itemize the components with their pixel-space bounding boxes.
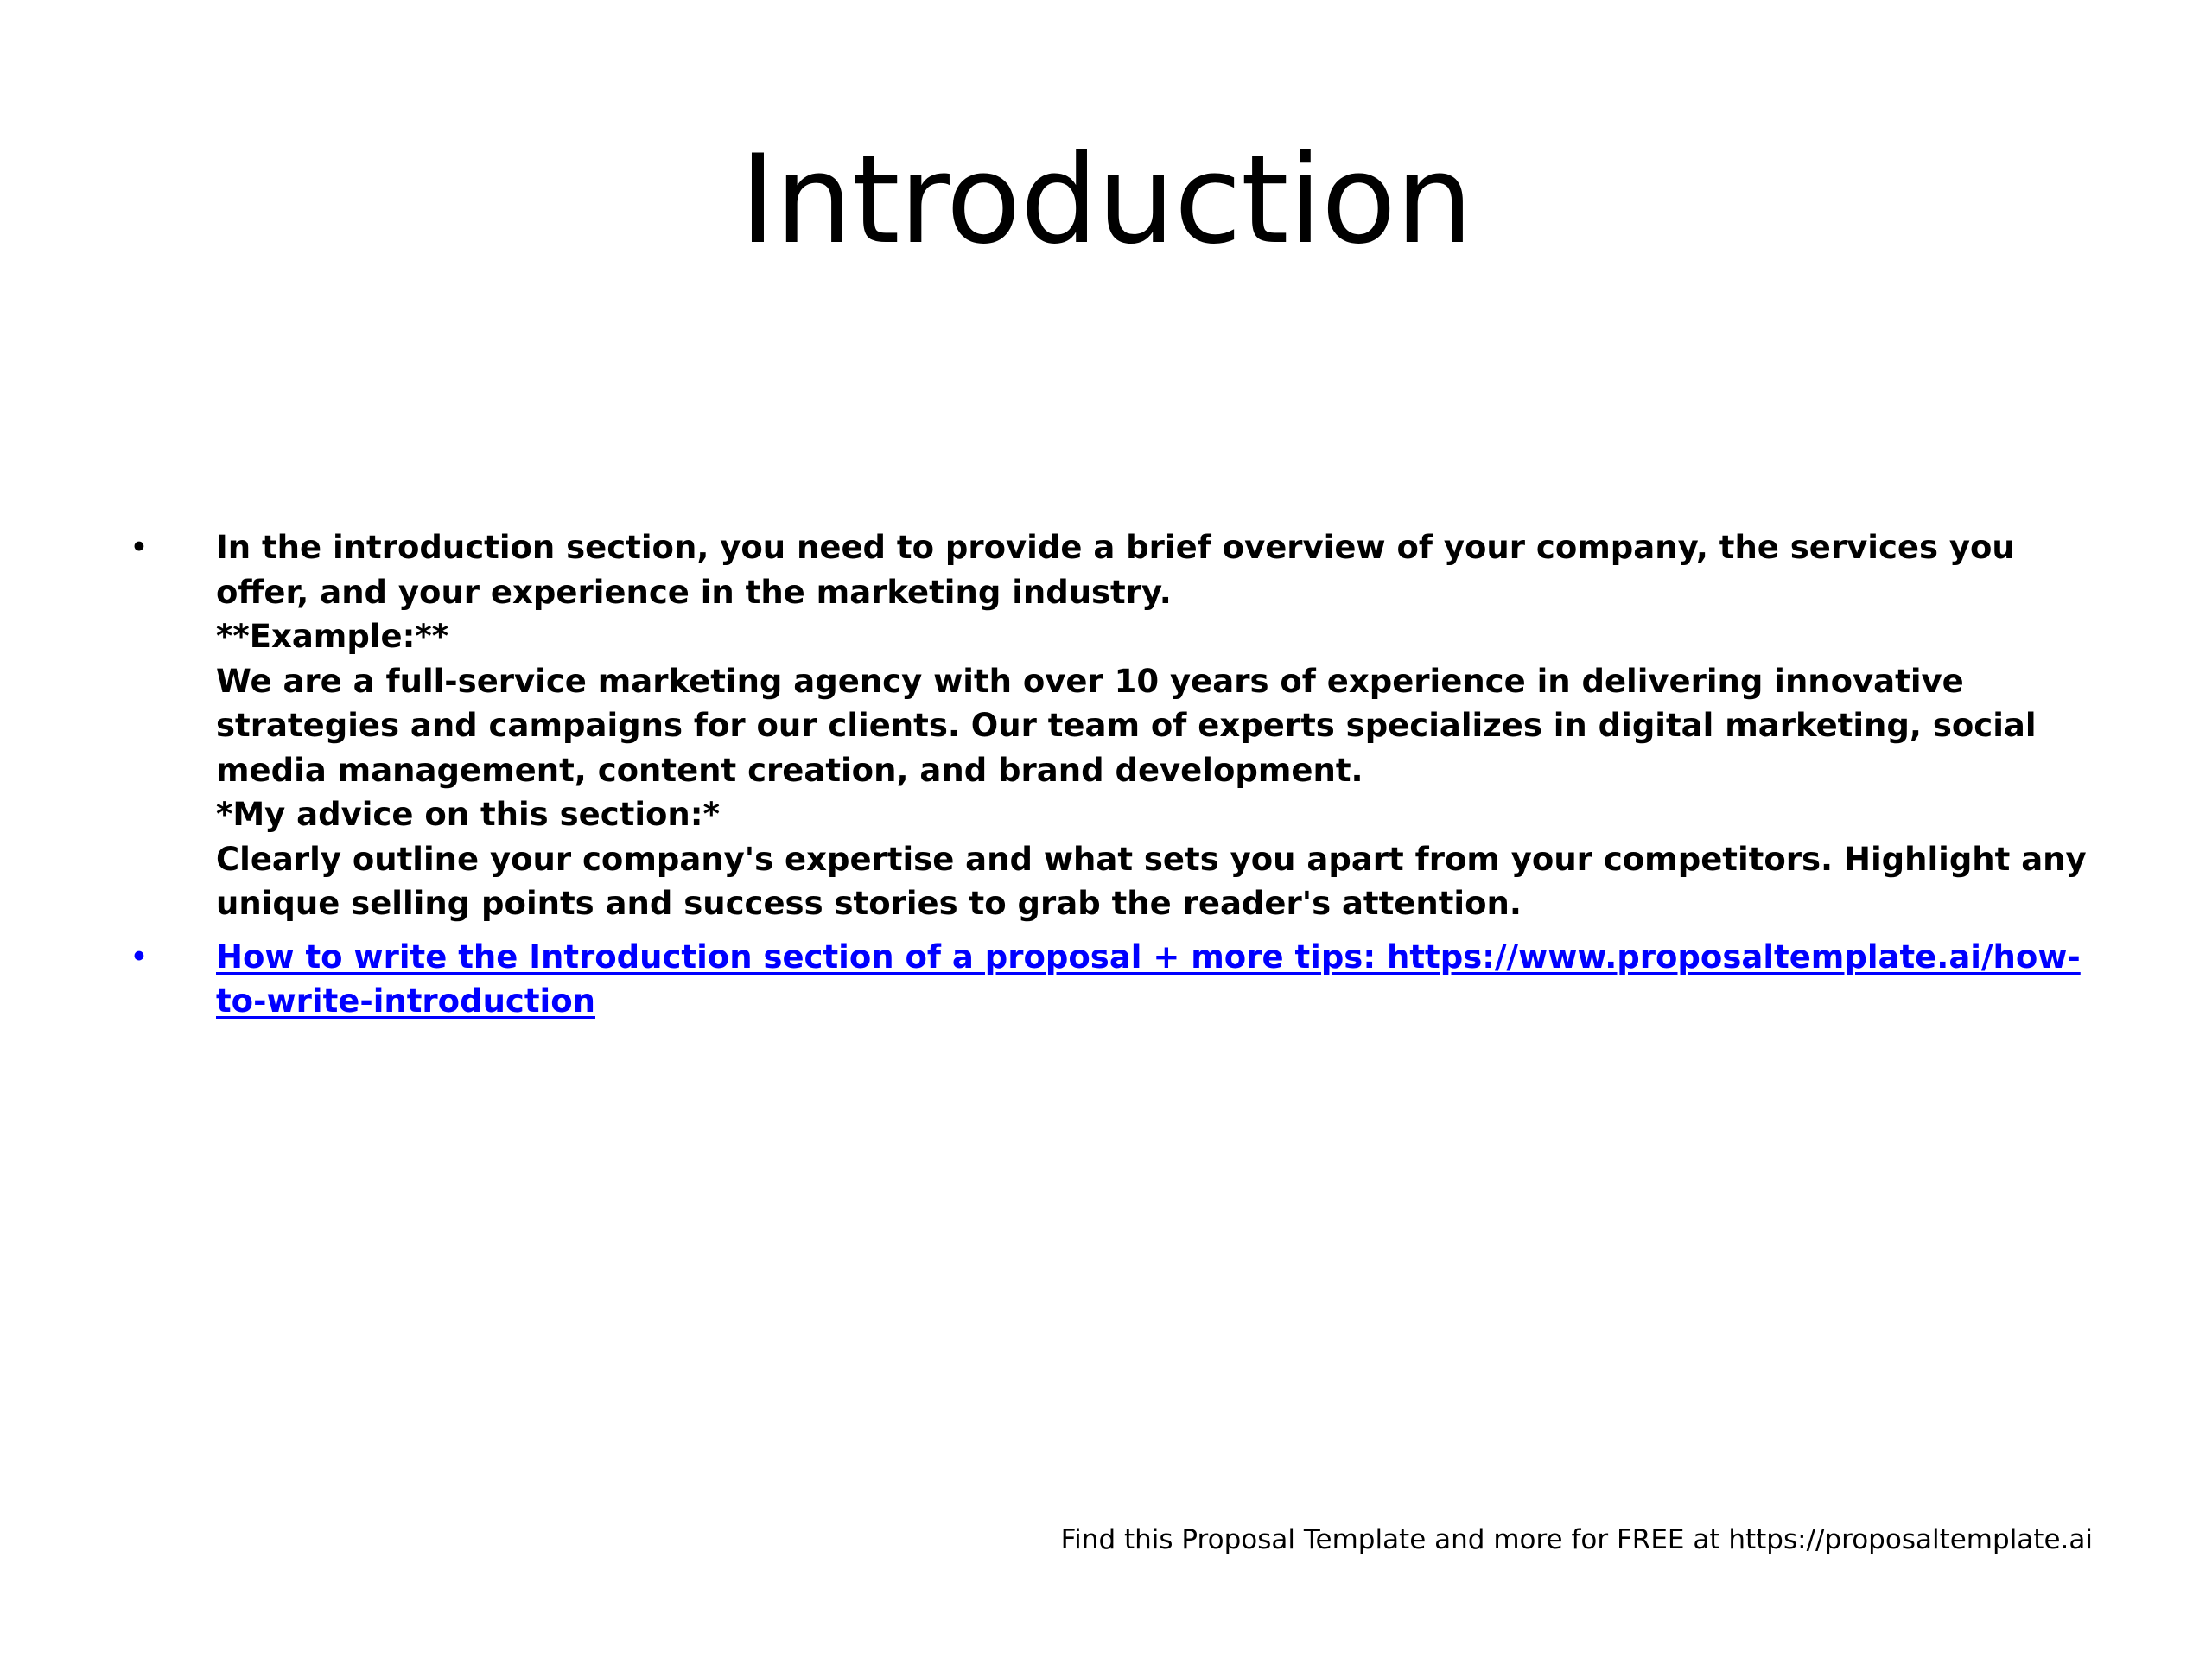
how-to-write-introduction-link[interactable]: How to write the Introduction section of a proposal + more tips: https://www.proposaltemplate.ai/how-to-write-introduction: [216, 938, 2081, 1020]
advice-heading: *My advice on this section:*: [216, 796, 720, 833]
bullet-item-intro: [130, 525, 2100, 926]
intro-instruction-text: In the introduction section, you need to provide a brief overview of your company, the services you offer, and your experience in the marketing industry.: [216, 529, 2015, 611]
example-text: We are a full-service marketing agency with over 10 years of experience in delivering innovative strategies and campaigns for our clients. Our team of experts specializes in digital marketing, social media management, content creation, and brand development.: [216, 662, 2037, 789]
advice-text: Clearly outline your company's expertise and what sets you apart from your competitors. Highlight any unique selling points and success stories to grab the reader's attention.: [216, 840, 2087, 922]
example-heading: **Example:**: [216, 618, 449, 655]
footer-note: Find this Proposal Template and more for FREE at https://proposaltemplate.ai: [1060, 1524, 2093, 1555]
bullet-list: [130, 525, 2100, 1033]
bullet-item-link: [130, 935, 2100, 1024]
slide-title: Introduction: [740, 129, 1472, 271]
bullet-marker: •: [130, 529, 149, 566]
bullet-marker: •: [130, 938, 149, 976]
